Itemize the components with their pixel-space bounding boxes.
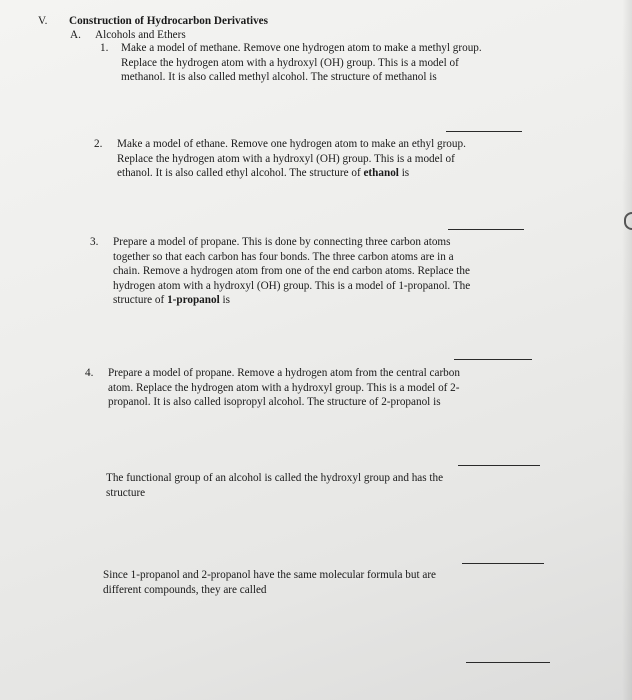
functional-group-text [106, 471, 536, 500]
item-4-line: Prepare a model of propane. Remove a hydrogen atom from the central carbon [108, 367, 460, 379]
item-2-text [117, 137, 537, 181]
isomers-text [103, 568, 543, 597]
item-1-answer-blank[interactable] [446, 131, 522, 132]
item-3-text [113, 235, 538, 308]
item-4-line: propanol. It is also called isopropyl alcohol. The structure of 2-propanol is [108, 396, 441, 409]
item-1-text [121, 41, 541, 85]
binder-clip [624, 212, 632, 230]
item-4-line: atom. Replace the hydrogen atom with a hydroxyl group. This is a model of 2- [108, 381, 460, 394]
item-3-answer-blank[interactable] [454, 359, 532, 360]
isomers-line: different compounds, they are called [103, 583, 267, 596]
item-4-text [108, 366, 538, 410]
item-2-number: 2. [94, 138, 103, 150]
page-edge-shadow [622, 0, 632, 700]
item-2-line: Make a model of ethane. Remove one hydrogen atom to make an ethyl group. [117, 138, 466, 150]
section-title: Construction of Hydrocarbon Derivatives [69, 15, 268, 27]
item-3-line: chain. Remove a hydrogen atom from one of the end carbon atoms. Replace the [113, 265, 470, 278]
functional-group-line: The functional group of an alcohol is called the hydroxyl group and has the [106, 472, 444, 484]
isomers-answer-blank[interactable] [466, 662, 550, 663]
item-1-number: 1. [100, 42, 109, 54]
item-4-answer-blank[interactable] [458, 465, 540, 466]
item-3-line: Prepare a model of propane. This is done by connecting three carbon atoms [113, 236, 451, 248]
item-1-line: methanol. It is also called methyl alcohol. The structure of methanol is [121, 71, 437, 84]
1-propanol-bold: 1-propanol [167, 294, 220, 307]
functional-group-line: structure [106, 486, 146, 499]
item-3-number: 3. [90, 236, 99, 248]
item-2-line: ethanol. It is also called ethyl alcohol. The structure of ethanol is [117, 167, 410, 180]
subsection-title: Alcohols and Ethers [95, 29, 186, 41]
section-numeral: V. [38, 15, 48, 27]
item-3-line: hydrogen atom with a hydroxyl (OH) group. This is a model of 1-propanol. The [113, 279, 471, 292]
item-3-line: structure of 1-propanol is [113, 294, 230, 307]
item-3-line: together so that each carbon has four bonds. The three carbon atoms are in a [113, 250, 454, 263]
item-2-line: Replace the hydrogen atom with a hydroxyl (OH) group. This is a model of [117, 152, 455, 165]
ethanol-bold: ethanol [363, 167, 399, 180]
item-2-answer-blank[interactable] [448, 229, 524, 230]
item-1-line: Make a model of methane. Remove one hydrogen atom to make a methyl group. [121, 42, 482, 54]
isomers-line: Since 1-propanol and 2-propanol have the same molecular formula but are [103, 569, 437, 581]
item-4-number: 4. [85, 367, 94, 379]
item-1-line: Replace the hydrogen atom with a hydroxyl (OH) group. This is a model of [121, 56, 459, 69]
subsection-letter: A. [70, 29, 81, 41]
functional-group-answer-blank[interactable] [462, 563, 544, 564]
